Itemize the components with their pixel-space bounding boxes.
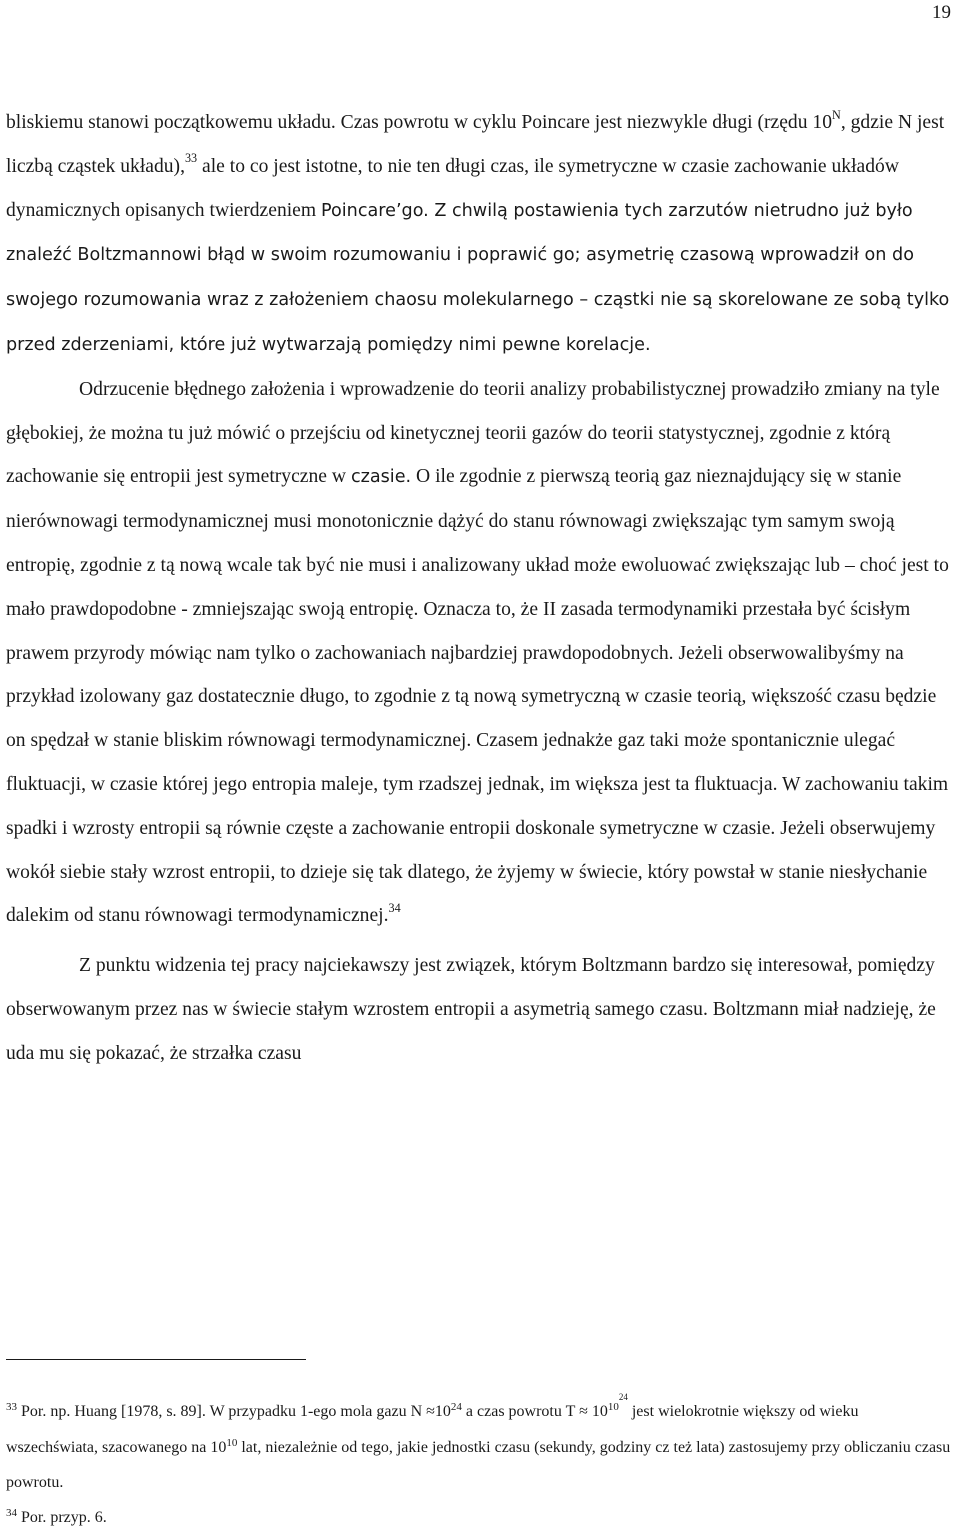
exponent: 10 [226,1436,238,1449]
footnote-text: 10 [587,1403,608,1420]
tower-exponent: 24 [618,1391,628,1402]
paragraph-2 [6,368,954,938]
paragraph-1 [6,101,954,368]
text-run: ale to co jest istotne, to nie ten długi czas, ile symetryczne w czasie zachowanie układów dynamicznych opisanych twierdzeniem [6,155,899,221]
approx-symbol: ≈ [426,1403,435,1420]
text-run: bliskiemu stanowi początkowemu układu. [6,112,341,133]
text-run: Odrzucenie błędnego założenia i wprowadzenie do teorii analizy probabilistycznej prowadziło zmiany na tyle głębokiej, że można tu już mówić o przejściu od kinetycznej teorii gazów do teorii statystycznej, zgodnie z którą zachowanie się entropii jest symetryczne w [6,378,940,488]
footnote-number: 33 [6,1401,17,1413]
tower-base: 10 [607,1401,619,1413]
footnote-text: lat, niezależnie od tego, jakie jednostki czasu (sekundy, godziny cz też lata) zastosujemy przy obliczaniu czasu powrotu. [6,1438,951,1492]
paragraph-3: Z punktu widzenia tej pracy najciekawszy jest związek, którym Boltzmann bardzo się interesował, pomiędzy obserwowanym przez nas w świecie stałym wzrostem entropii a asymetrią samego czasu. Boltzmann miał nadzieję, że uda mu się pokazać, że strzałka czasu [6,955,936,1064]
text-run: , gdzie N jest liczbą cząstek układu), [6,112,945,177]
text-run: czasie. [350,467,412,488]
footnote-33 [6,1391,954,1501]
footnote-ref-33[interactable]: 33 [184,151,198,166]
footnote-text: jest wielokrotnie większy od wieku wszechświata, szacowanego na 10 [6,1403,859,1456]
text-run: O ile zgodnie z pierwszą teorią gaz nieznajdujący się w stanie nierównowagi termodynamicznej musi monotonicznie dążyć do stanu równowagi zwiększając tym samym swoją entropię, zgodnie z tą nową wcale tak być nie musi i analizowany układ może ewoluować zwiększając lub – choć jest to mało prawdopodobne - zmniejszając swoją entropię. Oznacza to, że II zasada termodynamiki przestała być ścisłym prawem przyrody mówiąc nam tylko o zachowaniach najbardziej prawdopodobnych. Jeżeli obserwowalibyśmy na przykład izolowany gaz dostatecznie długo, to zgodnie z tą nową symetryczną w czasie teorią, większość czasu będzie on spędzał w stanie bliskim równowagi termodynamicznej. Czasem jednakże gaz taki może spontanicznie ulegać fluktuacji, w czasie której jego entropia maleje, tym rzadszej jednak, im większa jest ta fluktuacja. W zachowaniu takim spadki i wzrosty entropii są równie częste a zachowanie entropii doskonale symetryczne w czasie. Jeżeli obserwujemy wokół siebie stały wzrost entropii, to dzieje się tak dlatego, że żyjemy w świecie, który powstał w stanie niesłychanie dalekim od stanu równowagi termodynamicznej. [6,466,949,927]
text-run: Czas powrotu w cyklu Poincare jest niezwykle długi (rzędu 10 [340,112,833,133]
page-number: 19 [932,2,951,23]
text-run: Poincare’go. Z chwilą postawienia tych zarzutów nietrudno już było znaleźć Boltzmannowi błąd w swoim rozumowaniu i poprawić go; asymetrię czasową wprowadził on do swojego rozumowania wraz z założeniem chaosu molekularnego – cząstki nie są skorelowane ze sobą tylko przed zderzeniami, które już wytwarzają pomiędzy nimi pewne korelacje. [6,200,950,355]
exponent: N [832,107,841,122]
footnote-text: Por. przyp. 6. [17,1508,107,1526]
footnote-ref-34[interactable]: 34 [388,901,401,915]
footnote-number: 34 [6,1506,17,1519]
footnote-34 [6,1501,954,1537]
footnote-divider [6,1359,306,1360]
exponent: 24 [450,1401,462,1413]
body-text [6,101,954,1076]
footnote-text: a czas powrotu T [461,1403,580,1420]
footnote-text: 10 [434,1403,451,1420]
exponent-tower [607,1391,628,1413]
footnote-text: Por. np. Huang [1978, s. 89]. W przypadku 1-ego mola gazu N [17,1403,427,1420]
footnotes [6,1391,954,1536]
approx-symbol: ≈ [579,1403,588,1420]
